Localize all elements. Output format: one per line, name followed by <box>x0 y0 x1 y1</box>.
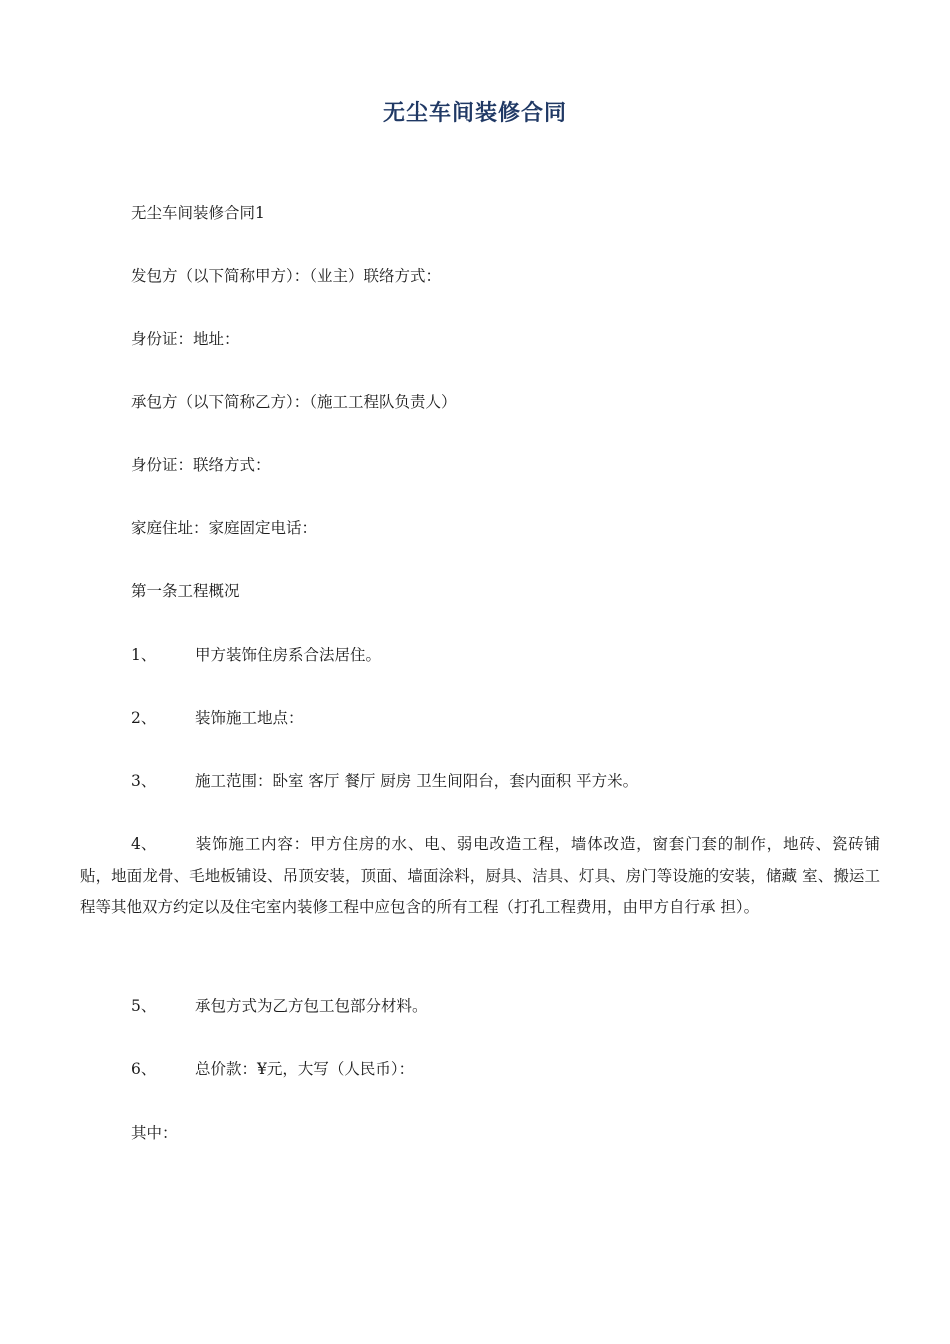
list-item <box>131 771 638 791</box>
list-item-number: 2、 <box>131 709 157 727</box>
list-item <box>131 645 381 665</box>
list-item-text: 甲方装饰住房系合法居住。 <box>195 646 382 664</box>
list-item-text: 装饰施工内容：甲方住房的水、电、弱电改造工程，墙体改造，窗套门套的制作，地砖、瓷砖铺 贴，地面龙骨、毛地板铺设、吊顶安装，顶面、墙面涂料，厨具、洁具、灯具、房门等设施的安装，储藏 室、搬运工程等其他双方约定以及住宅室内装修工程中应包含的所有工程（打孔工程费用，由甲方自行承 担）。 <box>80 835 880 916</box>
list-item <box>131 708 304 728</box>
page-title: 无尘车间装修合同 <box>382 101 567 126</box>
contract-subtitle: 无尘车间装修合同1 <box>131 204 265 222</box>
party-b-line: 承包方（以下简称乙方）：（施工工程队负责人） <box>131 393 457 411</box>
article-heading: 第一条工程概况 <box>131 582 240 600</box>
list-item-text: 承包方式为乙方包工包部分材料。 <box>195 997 428 1015</box>
id-address-line: 身份证：地址： <box>131 330 240 348</box>
list-item-text: 总价款：¥元，大写（人民币）： <box>195 1060 415 1078</box>
list-item <box>131 996 428 1016</box>
list-item-text: 装饰施工地点： <box>195 709 304 727</box>
list-item <box>131 1059 414 1079</box>
list-item-paragraph <box>80 829 880 924</box>
list-item-text: 施工范围：卧室 客厅 餐厅 厨房 卫生间阳台，套内面积 平方米。 <box>195 772 639 790</box>
list-item-number: 5、 <box>131 997 157 1015</box>
list-item-number: 3、 <box>131 772 157 790</box>
id-contact-line: 身份证：联络方式： <box>131 456 271 474</box>
party-a-line: 发包方（以下简称甲方）：（业主）联络方式： <box>131 267 442 285</box>
list-item-number: 6、 <box>131 1060 157 1078</box>
home-address-line: 家庭住址：家庭固定电话： <box>131 519 318 537</box>
list-item-number: 1、 <box>131 646 157 664</box>
list-item-number: 4、 <box>131 835 157 853</box>
among-line: 其中： <box>131 1124 178 1142</box>
